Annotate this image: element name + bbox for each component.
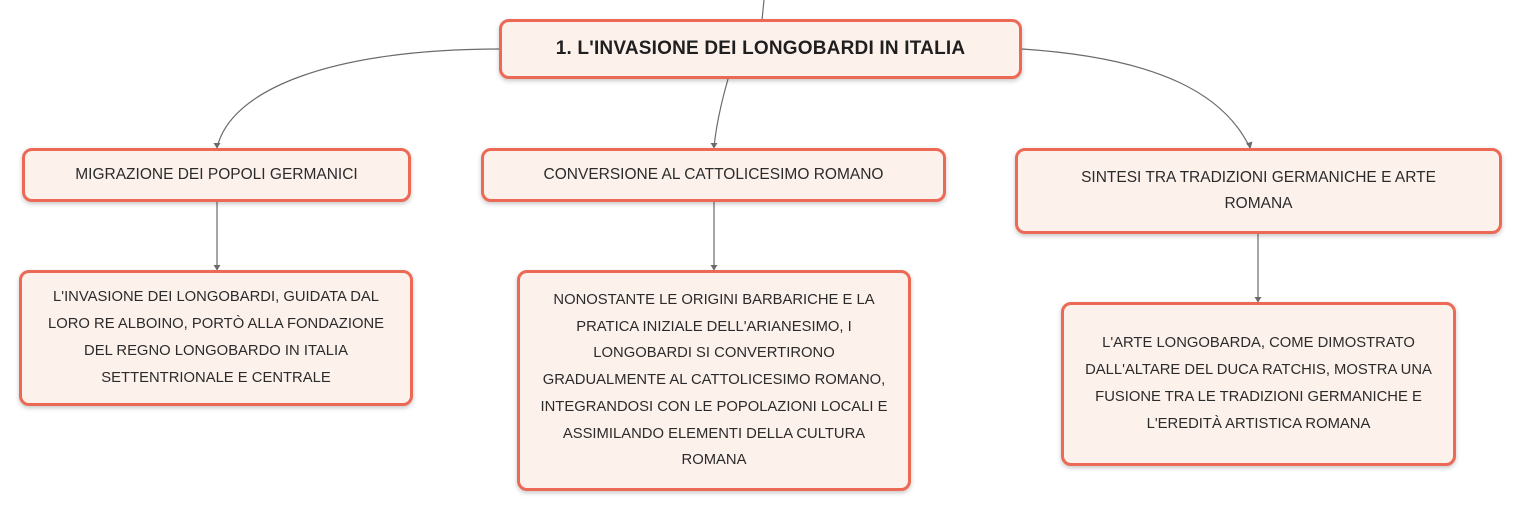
branch-topic-label: MIGRAZIONE DEI POPOLI GERMANICI (75, 165, 358, 183)
root-topic[interactable] (499, 19, 1022, 79)
branch-topic-label: SINTESI TRA TRADIZIONI GERMANICHE E ARTE ROMANA (1081, 168, 1436, 212)
root-topic-label: 1. L'INVASIONE DEI LONGOBARDI IN ITALIA (555, 37, 966, 59)
branch-topic-conversione[interactable] (481, 148, 946, 202)
detail-topic-text: L'INVASIONE DEI LONGOBARDI, GUIDATA DAL LORO RE ALBOINO, PORTÒ ALLA FONDAZIONE DEL REGNO LONGOBARDO IN ITALIA SETTENTRIONALE E CENTRALE (47, 289, 385, 386)
connector-root-to-branch-2 (714, 79, 728, 148)
detail-topic-text: NONOSTANTE LE ORIGINI BARBARICHE E LA PRATICA INIZIALE DELL'ARIANESIMO, I LONGOBARDI SI CONVERTIRONO GRADUALMENTE AL CATTOLICESIMO ROMANO, INTEGRANDOSI CON LE POPOLAZIONI LOCALI E ASSIMILANDO ELEMENTI DELLA CULTURA ROMANA (540, 291, 888, 469)
connector-parent-to-root (762, 0, 764, 20)
branch-topic-sintesi[interactable] (1015, 148, 1502, 234)
connector-root-to-branch-3 (1022, 49, 1250, 148)
branch-topic-label: CONVERSIONE AL CATTOLICESIMO ROMANO (543, 165, 884, 183)
detail-topic-sintesi[interactable] (1061, 302, 1456, 466)
branch-topic-migrazione[interactable] (22, 148, 411, 202)
detail-topic-text: L'ARTE LONGOBARDA, COME DIMOSTRATO DALL'ALTARE DEL DUCA RATCHIS, MOSTRA UNA FUSIONE TRA LE TRADIZIONI GERMANICHE E L'EREDITÀ ARTISTICA ROMANA (1085, 335, 1432, 432)
detail-topic-conversione[interactable] (517, 270, 911, 491)
connector-root-to-branch-1 (217, 49, 500, 148)
detail-topic-migrazione[interactable] (19, 270, 413, 406)
